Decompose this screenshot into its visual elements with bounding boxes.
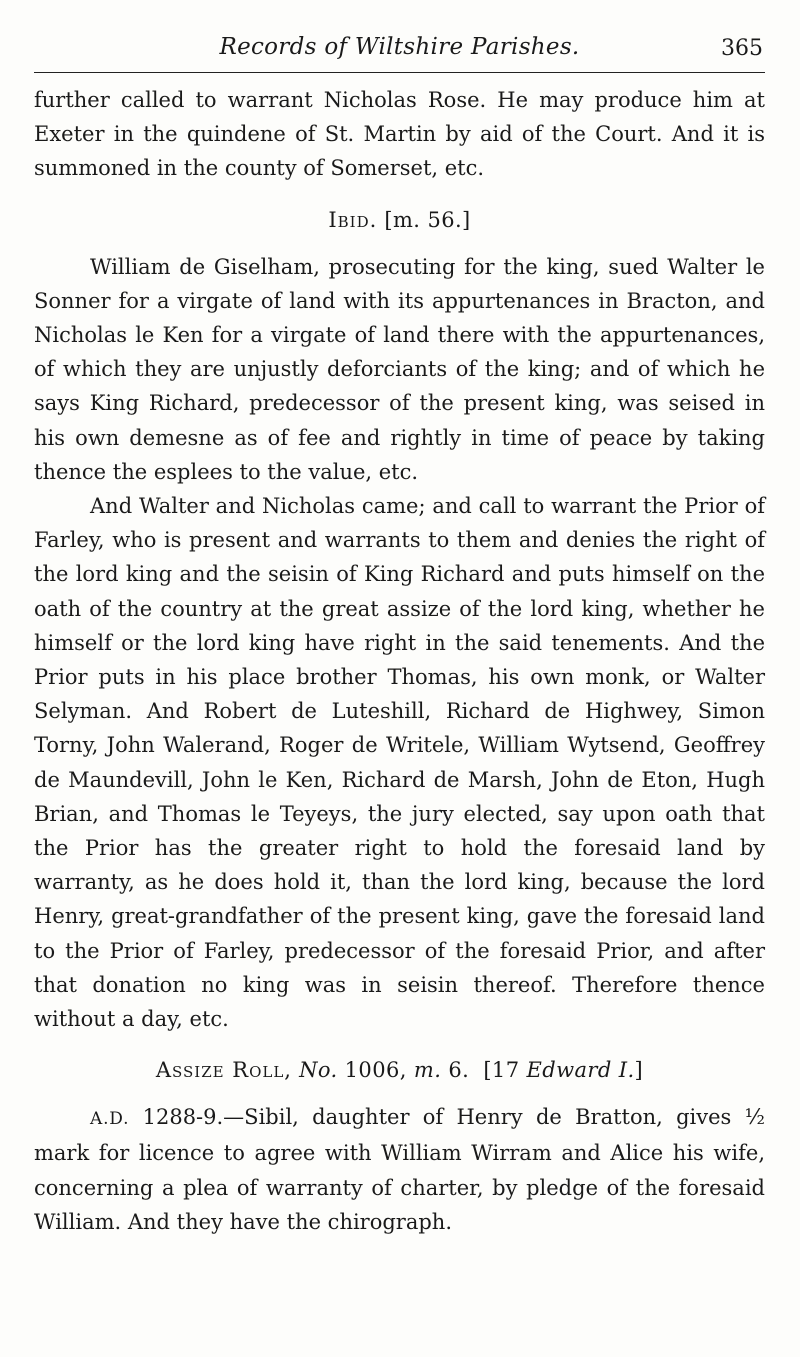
heading-label: Ibid. [328,207,378,232]
heading-m-label: m. [413,1058,442,1083]
paragraph-prior-of-farley: And Walter and Nicholas came; and call to warrant the Prior of Farley, who is present and warrants to them and denies the right of the lord king and the seisin of King Richard and puts himself on the oath of the country at the great assize of the lord king, whether he himself or the lord king have right in the said tenements. And the Prior puts in his place brother Thomas, his own monk, or Walter Selyman. And Robert de Luteshill, Richard de Highwey, Simon Torny, John Walerand, Roger de Writele, William Wytsend, Geoffrey de Maundevill, John le Ken, Richard de Marsh, John de Eton, Hugh Brian, and Thomas le Teyeys, the jury elected, say upon oath that the Prior has the greater right to hold the foresaid land by warranty, as he does hold it, than the lord king, because the lord Henry, great-grandfather of the present king, gave the foresaid land to the Prior of Farley, predecessor of the foresaid Prior, and after that donation no king was in seisin thereof. Therefore thence without a day, etc. [34,494,765,1032]
heading-membrane-ref: [m. 56.] [384,207,471,232]
running-header [34,28,765,72]
heading-regnal-open: [17 [483,1058,520,1083]
heading-no-value: 1006, [344,1058,407,1083]
paragraph-giselham-suit: William de Giselham, prosecuting for the king, sued Walter le Sonner for a virgate of land with its appurtenances in Bracton, and Nicholas le Ken for a virgate of land there with the appurtenances, of which they are unjustly deforciants of the king; and of which he says King Richard, predecessor of the present king, was seised in his own demesne as of fee and rightly in time of peace by taking thence the esplees to the value, etc. [34,254,765,484]
document-page [34,28,765,1239]
section-heading-ibid [34,203,765,237]
paragraph-continuation: further called to warrant Nicholas Rose. He may produce him at Exeter in the quindene of St. Martin by aid of the Court. And it is summoned in the county of Somerset, etc. [34,88,765,181]
header-rule [34,72,765,73]
heading-regnal-king: Edward I. [526,1058,635,1083]
section-heading-assize-roll [34,1053,765,1087]
heading-roll-label: Assize Roll, [155,1058,292,1083]
paragraph-sibil-licence [34,1100,765,1239]
heading-m-value: 6. [448,1058,470,1083]
heading-regnal-close: ] [634,1058,644,1083]
heading-no-label: No. [299,1058,338,1083]
paragraph-sibil-text: 1288-9.—Sibil, daughter of Henry de Bratton, gives ½ mark for licence to agree with William Wirram and Alice his wife, concerning a plea of warranty of charter, by pledge of the foresaid William. And they have the chirograph. [34,1105,765,1234]
page-number: 365 [721,36,763,61]
running-title: Records of Wiltshire Parishes. [219,34,580,60]
date-label: A.D. [90,1109,130,1130]
